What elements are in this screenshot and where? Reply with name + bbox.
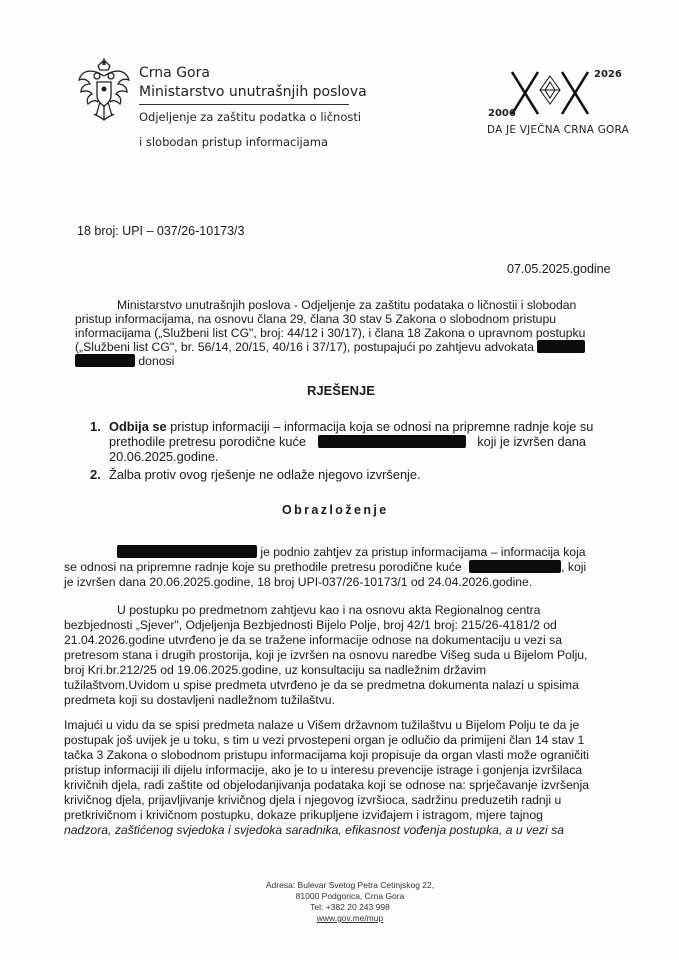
header-country: Crna Gora <box>139 65 210 81</box>
paragraph-2-line: bezbjednosti „Sjever", Odjeljenja Bezbjednosti Bijelo Polje, broj 42/1 broj: 215/26-4181/2 od <box>64 618 557 632</box>
anniversary-slogan: DA JE VJEČNA CRNA GORA <box>487 124 629 136</box>
paragraph-3-line: postupak još uvijek je u toku, s tim u vezi prvostepeni organ je odlučio da primijeni član 14 stav 1 <box>64 733 585 747</box>
item-1-text: pristup informaciji – informacija koja se odnosi na pripremne radnje koje su <box>170 419 594 434</box>
footer-line: Adresa: Bulevar Svetog Petra Cetinjskog 22, <box>265 880 435 890</box>
item-1-bold: Odbija se <box>109 419 167 434</box>
anniversary-year-end: 2026 <box>594 69 622 80</box>
anniversary-logo-icon <box>508 68 592 120</box>
intro-line: informacijama („Službeni list CG", broj: 44/12 i 30/17), i člana 18 Zakona o upravnom postupku <box>75 326 586 340</box>
redacted-block <box>537 340 585 353</box>
intro-text: („Službeni list CG", br. 56/14, 20/15, 40/16 i 37/17), postupajući po zahtjevu advokata <box>75 340 534 354</box>
paragraph-3-line: nadzora, zaštićenog svjedoka i svjedoka saradnika, efikasnost vođenja postupka, a u vezi sa <box>64 823 564 837</box>
item-2-text: Žalba protiv ovog rješenje ne odlaže njegovo izvršenje. <box>109 467 421 482</box>
paragraph-3-line: krivičnih djela, radi zaštite od objelodanjivanja podataka koji se odnose na: sprječavanje izvršenja <box>64 778 590 792</box>
item-1-text: koji je izvršen dana <box>477 434 587 449</box>
header-department-2: i slobodan pristup informacijama <box>139 135 329 149</box>
item-number: 2. <box>90 467 101 482</box>
paragraph-1-text: je podnio zahtjev za pristup informacijama – informacija koja <box>260 545 586 559</box>
paragraph-2-line: predmeta koji su dostavljeni nadležnom tužilaštvu. <box>64 693 335 707</box>
item-1-text: prethodile pretresu porodične kuće <box>109 434 307 449</box>
paragraph-3-line: Imajući u vidu da se spisi predmeta nalaze u Višem državnom tužilaštvu u Bijelom Polju te da je <box>64 718 580 732</box>
header-divider <box>139 104 349 105</box>
paragraph-3-line: pristup informaciji ili dijelu informacije, ako je to u interesu prevencije istrage i gonjenja izvršilaca <box>64 763 583 777</box>
redacted-block <box>469 560 561 573</box>
header-ministry: Ministarstvo unutrašnjih poslova <box>139 84 367 100</box>
item-1-line <box>109 419 593 434</box>
intro-line: Ministarstvo unutrašnjih poslova - Odjeljenje za zaštitu podataka o ličnostii i slobodan <box>117 298 577 312</box>
document-number: 18 broj: UPI – 037/26-10173/3 <box>77 224 245 238</box>
decision-heading: RJEŠENJE <box>307 383 375 398</box>
paragraph-1-line: je izvršen dana 20.06.2025.godine, 18 broj UPI-037/26-10173/1 od 24.04.2026.godine. <box>64 575 533 589</box>
intro-line: pristup informacijama, na osnovu člana 29, člana 30 stav 5 Zakona o slobodnom pristupu <box>75 312 557 326</box>
header-department: Odjeljenje za zaštitu podatka o ličnosti <box>139 110 362 124</box>
redacted-block <box>117 545 257 558</box>
intro-text: donosi <box>138 354 175 368</box>
paragraph-3-line: krivičnog djela, prijavljivanje krivičnog djela i njegovog izvršioca, sadržinu preduzetih radnji u <box>64 793 562 807</box>
paragraph-2-line: 21.04.2026.godine utvrđeno je da se tražene informacije odnose na dokumentaciju u vezi sa <box>64 633 562 647</box>
paragraph-2-line: tužilaštvom.Uvidom u spise predmeta utvrđeno je da se predmetna dokumenta nalazi u spisima <box>64 678 579 692</box>
anniversary-year-start: 2006 <box>488 108 516 119</box>
paragraph-1-line <box>64 560 586 575</box>
item-1-line <box>109 434 586 449</box>
paragraph-2-line: U postupku po predmetnom zahtjevu kao i na osnovu akta Regionalnog centra <box>117 603 541 617</box>
paragraph-2-line: pretresom stana i drugih prostorija, koji je izvršen na osnovu naredbe Višeg suda u Bijelom Polju, <box>64 648 588 662</box>
paragraph-1-text: se odnosi na pripremne radnje koje su prethodile pretresu porodične kuće <box>64 560 462 574</box>
paragraph-2-line: broj Kri.br.212/25 od 19.06.2025.godine, uz konsultaciju sa nadležnim državim <box>64 663 487 677</box>
coat-of-arms-icon <box>76 58 132 122</box>
footer-address <box>230 880 470 924</box>
footer-link[interactable]: www.gov.me/mup <box>316 913 384 923</box>
redacted-block <box>75 354 135 367</box>
redacted-block <box>318 435 466 448</box>
reasoning-heading: Obrazloženje <box>282 503 389 517</box>
footer-line: 81000 Podgorica, Crna Gora <box>295 891 405 901</box>
intro-line <box>75 340 585 355</box>
paragraph-3-line: tačka 3 Zakona o slobodnom pristupu informacijama koji propisuje da organ vlasti može ograničiti <box>64 748 590 762</box>
item-number: 1. <box>90 419 101 434</box>
document-date: 07.05.2025.godine <box>507 262 611 276</box>
paragraph-1-line <box>117 545 586 560</box>
paragraph-1-text: , koji <box>561 560 587 574</box>
intro-line <box>75 354 174 369</box>
footer-line: Tel: +382 20 243 998 <box>310 902 390 912</box>
item-1-line: 20.06.2025.godine. <box>109 449 219 464</box>
paragraph-3-line: pretkrivičnom i krivičnom postupku, dokaze prikupljene izviđajem i istragom, mjere tajnog <box>64 808 543 822</box>
